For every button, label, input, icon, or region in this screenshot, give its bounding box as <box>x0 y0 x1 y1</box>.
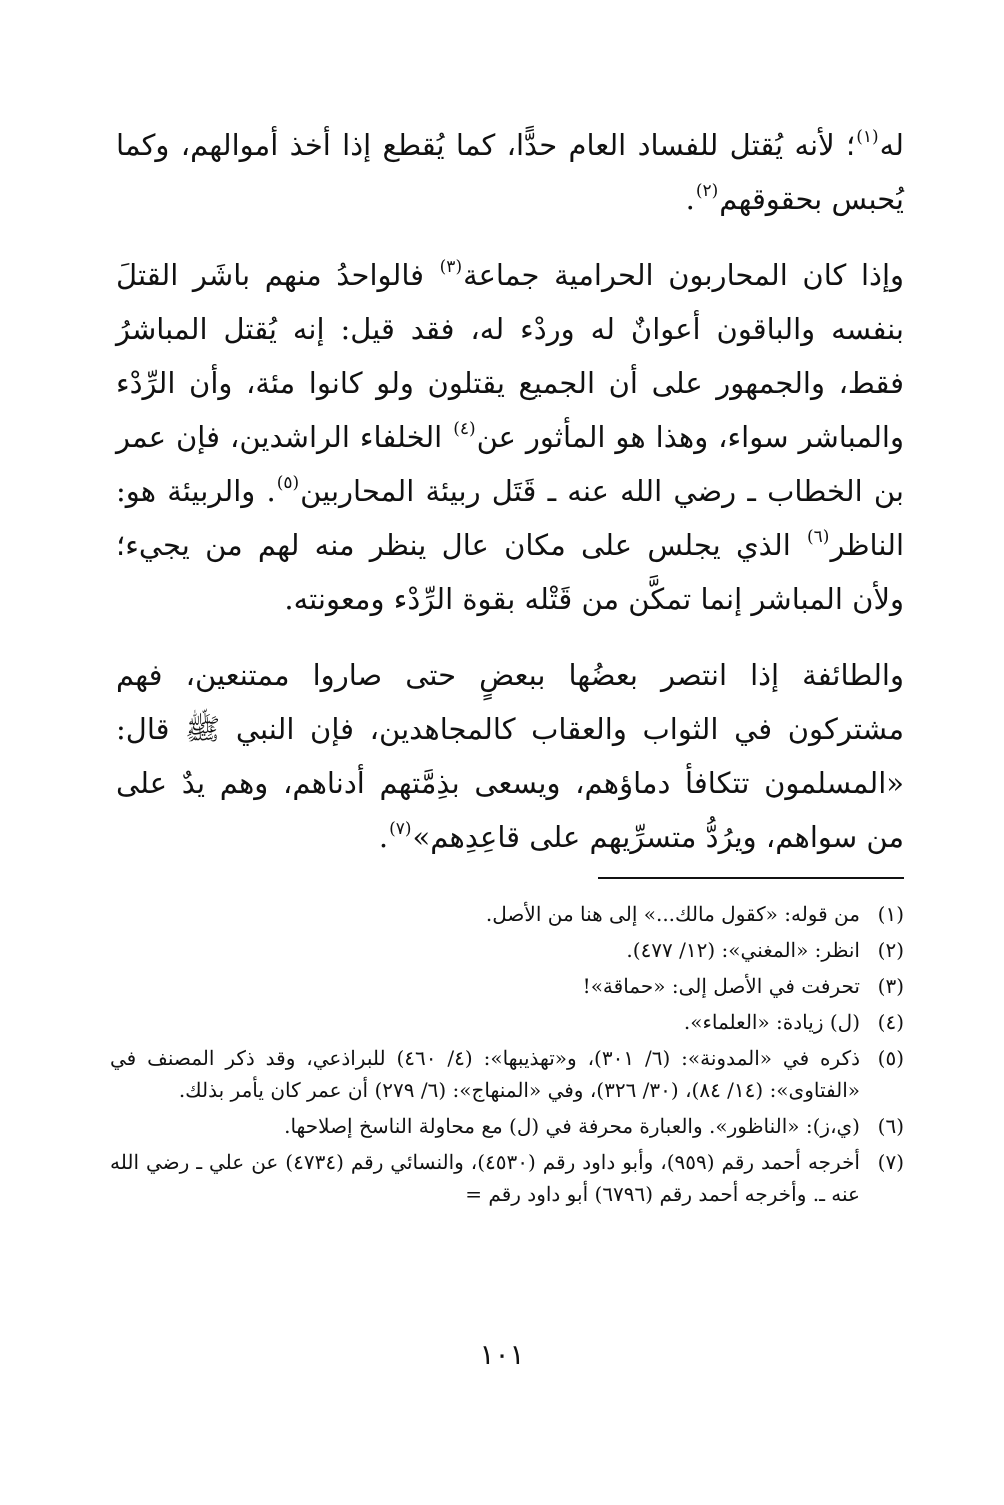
footnote-text: (ل) زيادة: «العلماء». <box>683 1010 860 1034</box>
footnote <box>110 1042 904 1106</box>
paragraph-3 <box>116 648 904 864</box>
text-run: . <box>685 182 695 216</box>
footnote-number: (٣) <box>877 974 904 998</box>
footnote-separator <box>598 877 904 879</box>
footnote-number: (٧) <box>877 1150 904 1174</box>
text-run: ؛ لأنه يُقتل للفساد العام حدًّا، كما يُقطع إذا أخذ أموالهم، وكما يُحبس بحقوقهم <box>116 128 904 216</box>
footnote-marker: (٤) <box>453 419 476 440</box>
footnote-number: (١) <box>877 902 904 926</box>
footnote <box>110 970 904 1002</box>
text-run: له <box>879 128 904 162</box>
footnote <box>110 1110 904 1142</box>
footnote-text: ذكره في «المدونة»: (٦/ ٣٠١)، و«تهذيبها»: (٤/ ٤٦٠) للبراذعي، وقد ذكر المصنف في «الفتاوى»: (١٤/ ٨٤)، (٣٠/ ٣٢٦)، وفي «المنهاج»: (٦/ ٢٧٩) أن عمر كان يأمر بذلك. <box>110 1046 860 1102</box>
paragraph-1 <box>116 118 904 226</box>
text-run: والطائفة إذا انتصر بعضُها ببعضٍ حتى صاروا ممتنعين، فهم مشتركون في الثواب والعقاب كالمجاهدين، فإن النبي ﷺ قال: «المسلمون تتكافأ دماؤهم، ويسعى بذِمَّتهم أدناهم، وهم يدٌ على من سواهم، ويرُدُّ متسرِّيهم على قاعِدِهم» <box>116 658 904 854</box>
footnote-text: (ي،ز): «الناظور». والعبارة محرفة في (ل) مع محاولة الناسخ إصلاحها. <box>284 1114 860 1138</box>
footnote-marker: (٢) <box>695 181 719 202</box>
footnote <box>110 934 904 966</box>
footnote-marker: (٥) <box>276 473 300 494</box>
footnote-marker: (١) <box>856 127 879 148</box>
text-run: فالواحدُ منهم باشَر القتلَ بنفسه والباقون أعوانٌ له وردْء له، فقد قيل: إنه يُقتل المباشرُ فقط، والجمهور على أن الجميع يقتلون ولو كانوا مئة، وأن الرِّدْء والمباشر سواء، وهذا هو المأثور عن <box>116 258 904 454</box>
footnote <box>110 1146 904 1210</box>
paragraph-2 <box>116 248 904 626</box>
text-run: . <box>378 820 389 854</box>
footnote-marker: (٧) <box>389 819 412 840</box>
footnote-number: (٦) <box>877 1114 904 1138</box>
footnote-marker: (٣) <box>439 257 463 278</box>
footnote <box>110 1006 904 1038</box>
footnote-marker: (٦) <box>807 527 830 548</box>
footnote-text: من قوله: «كقول مالك...» إلى هنا من الأصل. <box>485 902 860 926</box>
footnote-number: (٢) <box>877 938 904 962</box>
footnote-number: (٤) <box>877 1010 904 1034</box>
text-run: . والربيئة هو: الناظر <box>116 474 904 562</box>
footnote-text: أخرجه أحمد رقم (٩٥٩)، وأبو داود رقم (٤٥٣٠)، والنسائي رقم (٤٧٣٤) عن علي ـ رضي الله عنه ـ. وأخرجه أحمد رقم (٦٧٩٦) أبو داود رقم = <box>110 1150 860 1206</box>
page-number: ١٠١ <box>479 1338 525 1371</box>
text-run: وإذا كان المحاربون الحرامية جماعة <box>463 258 904 292</box>
footnote <box>110 898 904 930</box>
footnotes <box>110 898 904 1214</box>
footnote-number: (٥) <box>877 1046 904 1070</box>
text-run: الذي يجلس على مكان عال ينظر منه لهم من يجيء؛ ولأن المباشر إنما تمكَّن من قَتْله بقوة الرِّدْء ومعونته. <box>116 528 904 616</box>
text-run: الخلفاء الراشدين، فإن عمر بن الخطاب ـ رضي الله عنه ـ قَتَل ربيئة المحاربين <box>116 420 904 508</box>
footnote-text: تحرفت في الأصل إلى: «حماقة»! <box>582 974 860 998</box>
footnote-text: انظر: «المغني»: (١٢/ ٤٧٧). <box>626 938 860 962</box>
main-text <box>116 118 904 864</box>
